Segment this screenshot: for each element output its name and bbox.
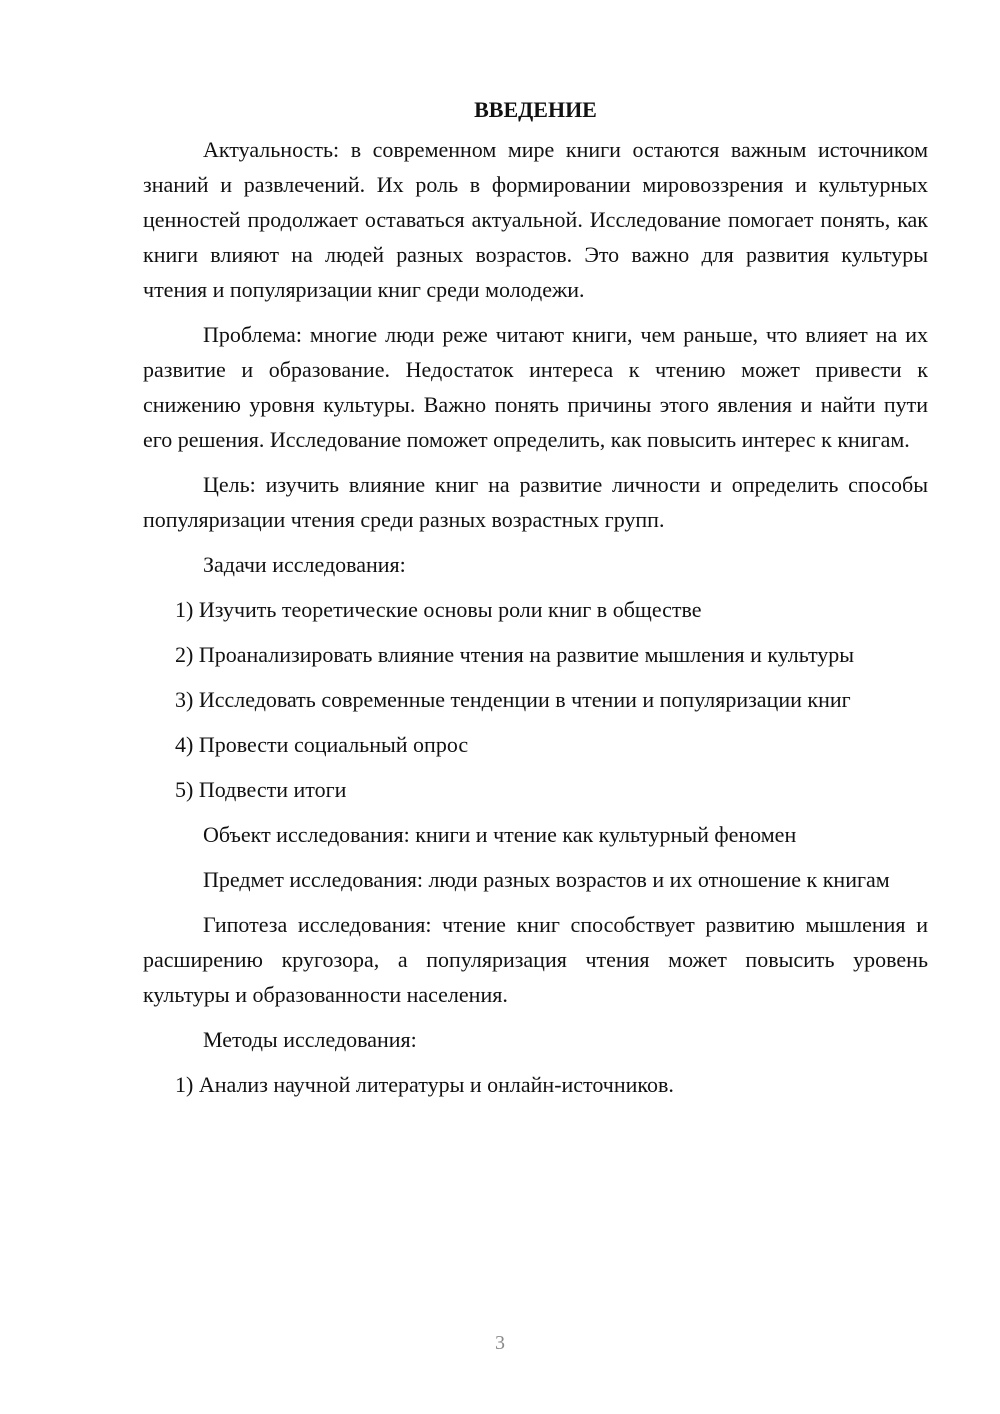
paragraph-subject: Предмет исследования: люди разных возрастов и их отношение к книгам: [203, 867, 890, 892]
task-item: 1) Изучить теоретические основы роли книг в обществе: [175, 597, 702, 622]
section-title: ВВЕДЕНИЕ: [474, 97, 597, 122]
task-item: 2) Проанализировать влияние чтения на развитие мышления и культуры: [175, 642, 855, 667]
paragraph-relevance: Актуальность: в современном мире книги остаются важным источником знаний и развлечений. Их роль в формировании мировоззрения и культурных ценностей продолжает оставаться актуальной. Исследование помогает понять, как книги влияют на людей разных возрастов. Это важно для развития культуры чтения и популяризации книг среди молодежи.: [143, 137, 928, 302]
task-item: 5) Подвести итоги: [175, 777, 347, 802]
methods-heading: Методы исследования:: [203, 1027, 417, 1052]
method-item: 1) Анализ научной литературы и онлайн-источников.: [175, 1072, 674, 1097]
paragraph-object: Объект исследования: книги и чтение как культурный феномен: [203, 822, 797, 847]
paragraph-hypothesis: Гипотеза исследования: чтение книг способствует развитию мышления и расширению кругозора, а популяризация чтения может повысить уровень культуры и образованности населения.: [143, 912, 928, 1007]
page-number: 3: [495, 1332, 505, 1354]
task-item: 4) Провести социальный опрос: [175, 732, 469, 757]
paragraph-problem: Проблема: многие люди реже читают книги, чем раньше, что влияет на их развитие и образование. Недостаток интереса к чтению может привести к снижению уровня культуры. Важно понять причины этого явления и найти пути его решения. Исследование поможет определить, как повысить интерес к книгам.: [143, 322, 928, 452]
paragraph-goal: Цель: изучить влияние книг на развитие личности и определить способы популяризации чтения среди разных возрастных групп.: [143, 472, 928, 532]
tasks-heading: Задачи исследования:: [203, 552, 406, 577]
task-item: 3) Исследовать современные тенденции в чтении и популяризации книг: [175, 687, 851, 712]
page-content: [143, 92, 928, 1112]
